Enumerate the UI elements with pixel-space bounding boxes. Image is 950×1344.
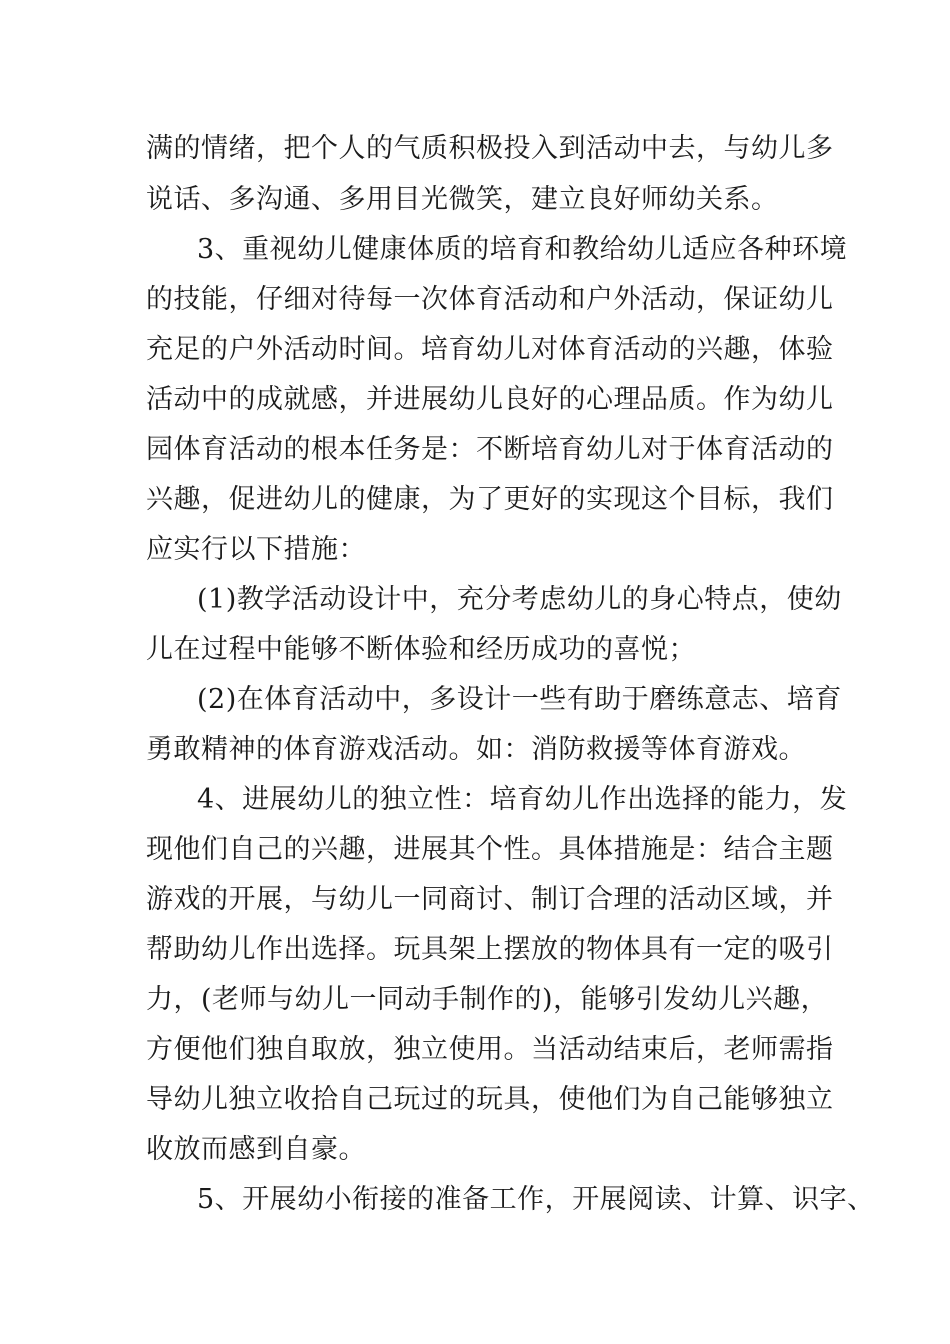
text-line: 满的情绪，把个人的气质积极投入到活动中去，与幼儿多 (146, 133, 834, 164)
paragraph-4-start: 4、进展幼儿的独立性：培育幼儿作出选择的能力，发 (197, 784, 848, 815)
text-line: 充足的户外活动时间。培育幼儿对体育活动的兴趣，体验 (146, 334, 834, 365)
text-line: 收放而感到自豪。 (146, 1134, 366, 1165)
paragraph-3-start: 3、重视幼儿健康体质的培育和教给幼儿适应各种环境 (197, 234, 848, 265)
paragraph-5-start: 5、开展幼小衔接的准备工作，开展阅读、计算、识字、 (197, 1184, 875, 1215)
measure-1-start: (1)教学活动设计中，充分考虑幼儿的身心特点，使幼 (197, 584, 842, 615)
text-line: 游戏的开展，与幼儿一同商讨、制订合理的活动区域，并 (146, 884, 834, 915)
text-line: 方便他们独自取放，独立使用。当活动结束后，老师需指 (146, 1034, 834, 1065)
text-line: 力，(老师与幼儿一同动手制作的)，能够引发幼儿兴趣， (146, 984, 829, 1015)
text-line: 应实行以下措施： (146, 534, 366, 565)
text-line: 现他们自己的兴趣，进展其个性。具体措施是：结合主题 (146, 834, 834, 865)
text-line: 说话、多沟通、多用目光微笑，建立良好师幼关系。 (146, 184, 779, 215)
text-line: 导幼儿独立收拾自己玩过的玩具，使他们为自己能够独立 (146, 1084, 834, 1115)
text-line: 兴趣，促进幼儿的健康，为了更好的实现这个目标，我们 (146, 484, 834, 515)
text-line: 的技能，仔细对待每一次体育活动和户外活动，保证幼儿 (146, 284, 834, 315)
measure-2-start: (2)在体育活动中，多设计一些有助于磨练意志、培育 (197, 684, 842, 715)
text-line: 园体育活动的根本任务是：不断培育幼儿对于体育活动的 (146, 434, 834, 465)
text-line: 活动中的成就感，并进展幼儿良好的心理品质。作为幼儿 (146, 384, 834, 415)
text-line: 勇敢精神的体育游戏活动。如：消防救援等体育游戏。 (146, 734, 806, 765)
text-line: 儿在过程中能够不断体验和经历成功的喜悦； (146, 634, 696, 665)
text-line: 帮助幼儿作出选择。玩具架上摆放的物体具有一定的吸引 (146, 934, 834, 965)
